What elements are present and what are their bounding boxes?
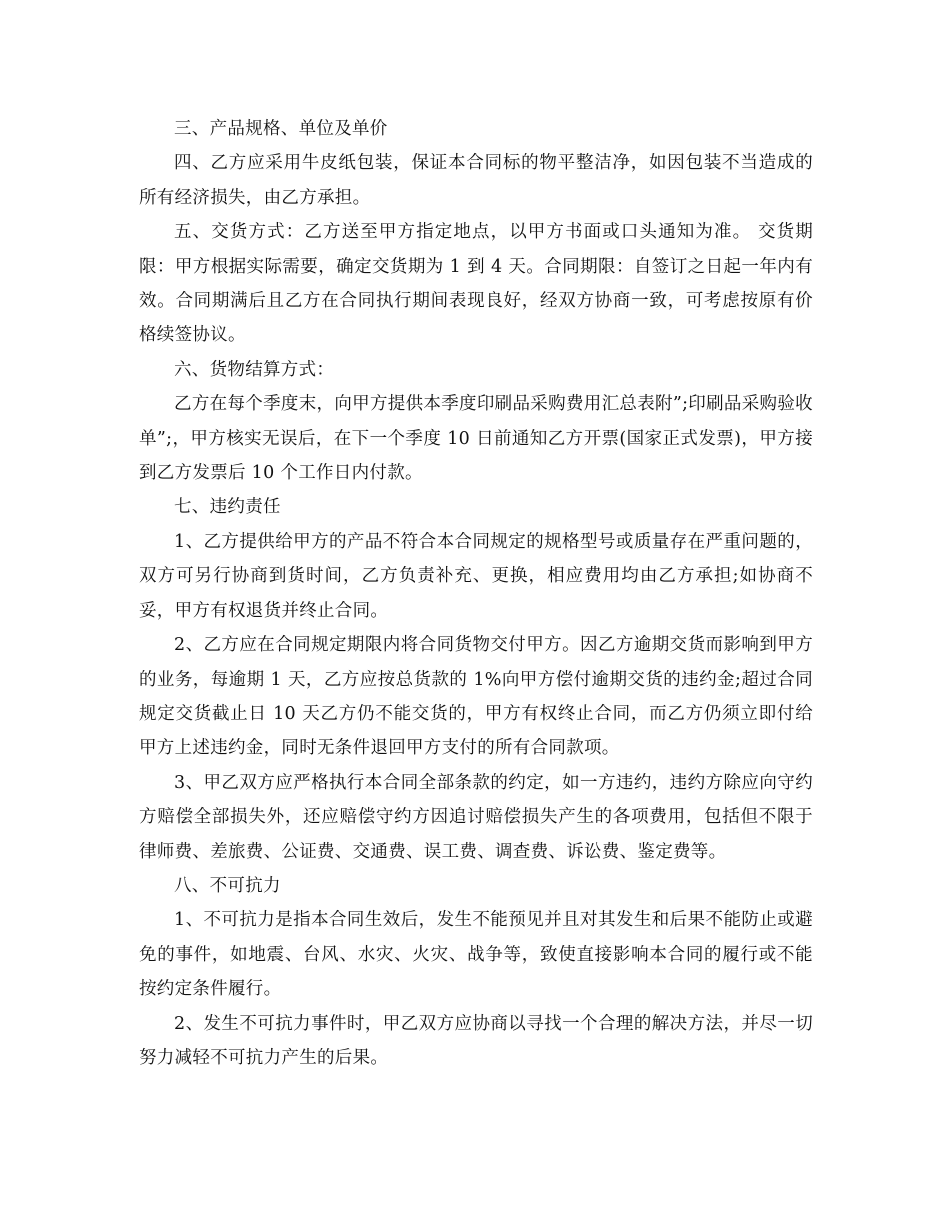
paragraph-packaging: 四、乙方应采用牛皮纸包装，保证本合同标的物平整洁净，如因包装不当造成的所有经济损失，由乙方承担。 — [139, 153, 813, 208]
paragraph-force-majeure-1: 1、不可抗力是指本合同生效后，发生不能预见并且对其发生和后果不能防止或避免的事件，如地震、台风、水灾、火灾、战争等，致使直接影响本合同的履行或不能按约定条件履行。 — [139, 910, 813, 1000]
paragraph-liability-1: 1、乙方提供给甲方的产品不符合本合同规定的规格型号或质量存在严重问题的，双方可另行协商到货时间，乙方负责补充、更换，相应费用均由乙方承担;如协商不妥，甲方有权退货并终止合同。 — [139, 531, 813, 621]
section-heading-settlement: 六、货物结算方式： — [174, 359, 335, 380]
paragraph-settlement: 乙方在每个季度末，向甲方提供本季度印刷品采购费用汇总表附”;印刷品采购验收单”;，甲方核实无误后，在下一个季度 10 日前通知乙方开票(国家正式发票)，甲方接到乙方发票后 10 个工作日内付款。 — [139, 394, 813, 484]
paragraph-liability-2: 2、乙方应在合同规定期限内将合同货物交付甲方。因乙方逾期交货而影响到甲方的业务，每逾期 1 天，乙方应按总货款的 1%向甲方偿付逾期交货的违约金;超过合同规定交货截止日 10 天乙方仍不能交货的，甲方有权终止合同，而乙方仍须立即付给甲方上述违约金，同时无条件退回甲方支付的所有合同款项。 — [139, 635, 813, 759]
paragraph-force-majeure-2: 2、发生不可抗力事件时，甲乙双方应协商以寻找一个合理的解决方法，并尽一切努力减轻不可抗力产生的后果。 — [139, 1013, 813, 1068]
contract-body — [139, 112, 813, 1075]
paragraph-liability-3: 3、甲乙双方应严格执行本合同全部条款的约定，如一方违约，违约方除应向守约方赔偿全部损失外，还应赔偿守约方因追讨赔偿损失产生的各项费用，包括但不限于律师费、差旅费、公证费、交通费、误工费、调查费、诉讼费、鉴定费等。 — [139, 772, 813, 862]
section-heading-force-majeure: 八、不可抗力 — [174, 875, 281, 896]
section-heading-liability: 七、违约责任 — [174, 497, 281, 518]
paragraph-delivery: 五、交货方式：乙方送至甲方指定地点，以甲方书面或口头通知为准。 交货期限：甲方根据实际需要，确定交货期为 1 到 4 天。合同期限：自签订之日起一年内有效。合同期满后且乙方在合同执行期间表现良好，经双方协商一致，可考虑按原有价格续签协议。 — [139, 222, 813, 346]
section-heading-product-specs: 三、产品规格、单位及单价 — [174, 119, 388, 139]
